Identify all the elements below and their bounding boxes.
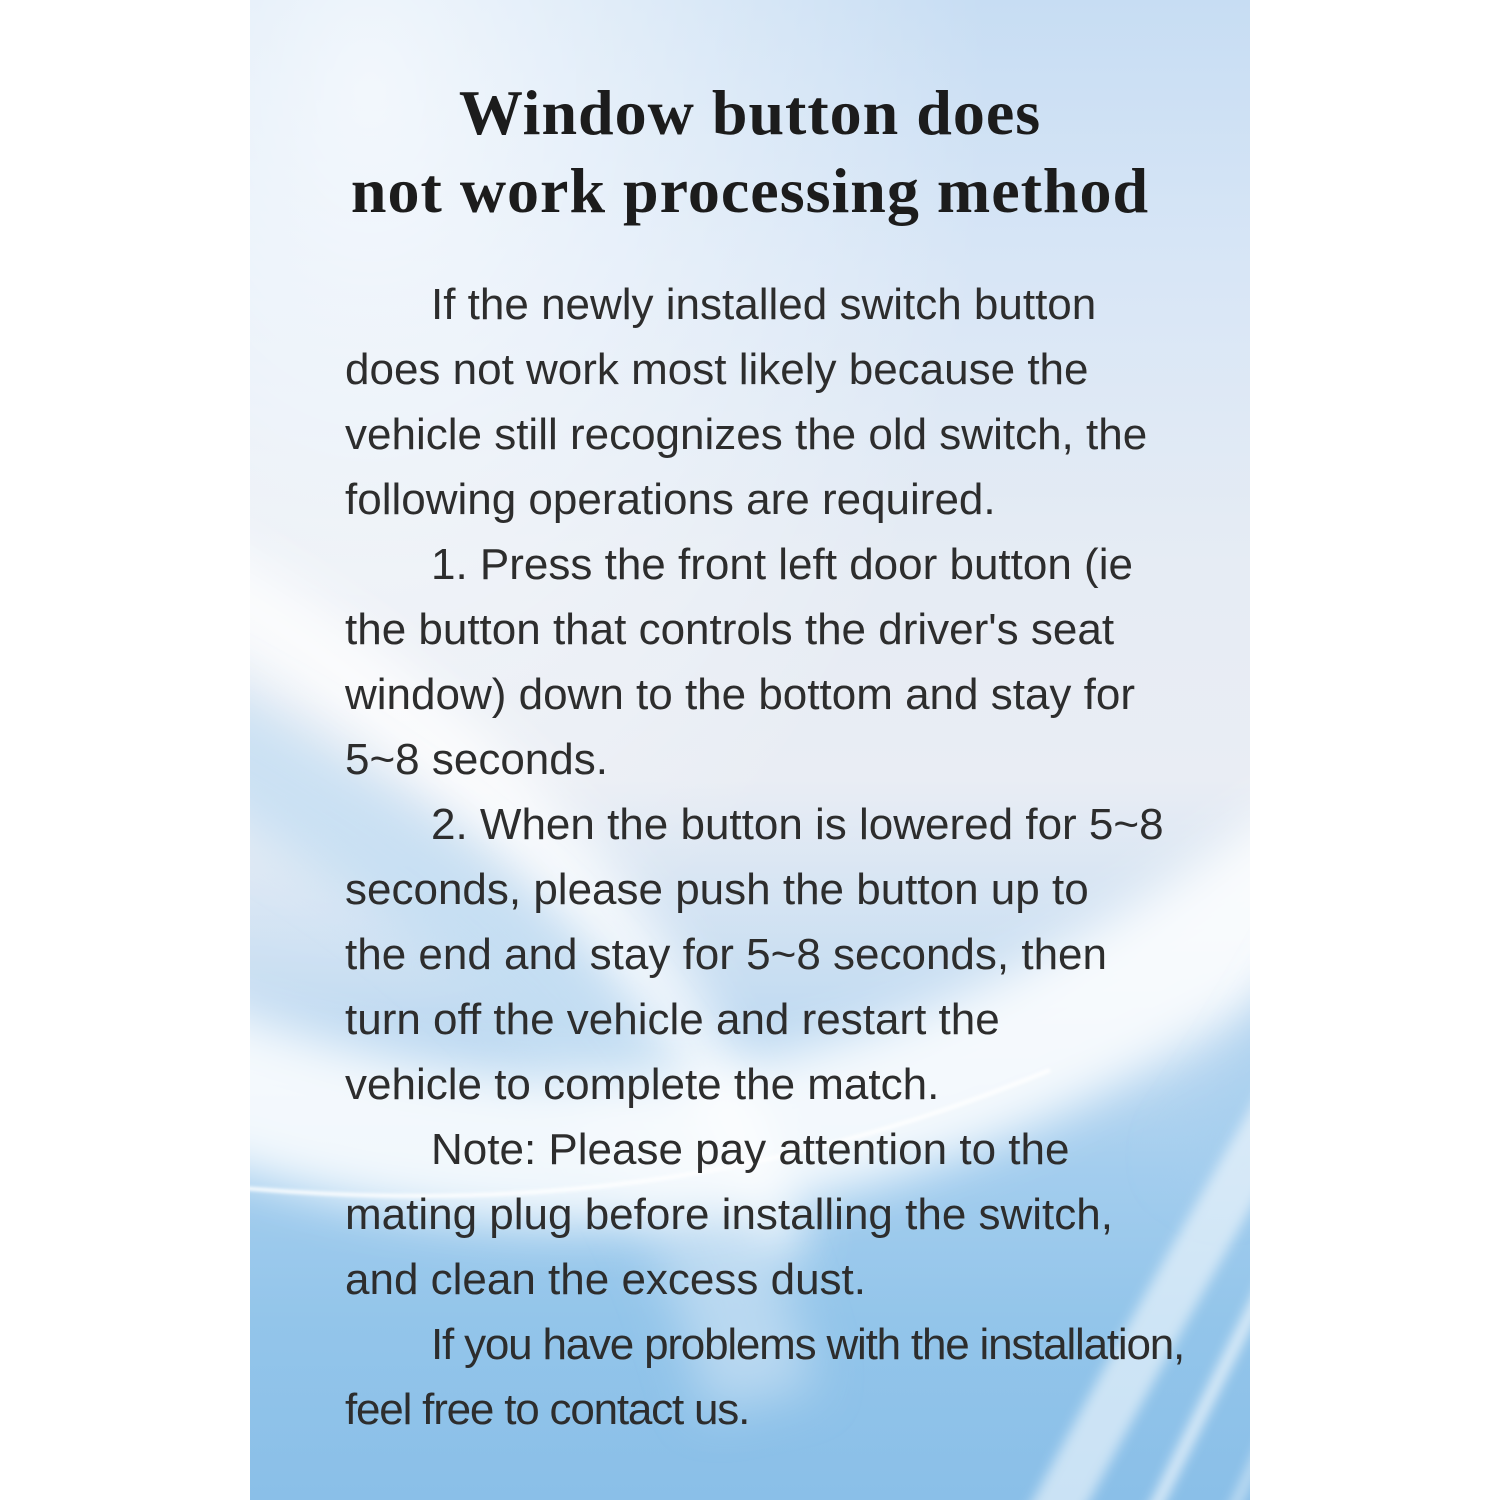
card-content: [250, 0, 1250, 1500]
body-line: vehicle still recognizes the old switch, the: [345, 410, 1148, 459]
body-line: does not work most likely because the: [345, 345, 1089, 394]
title-line: Window button does: [458, 77, 1042, 148]
body-line: window) down to the bottom and stay for: [345, 670, 1135, 719]
body-line: mating plug before installing the switch,: [345, 1190, 1113, 1239]
body-line: 1. Press the front left door button (ie: [431, 540, 1133, 589]
body-line: If the newly installed switch button: [431, 280, 1097, 329]
instruction-text: [345, 272, 1185, 1442]
body-line: seconds, please push the button up to: [345, 865, 1089, 914]
body-line: 5~8 seconds.: [345, 735, 608, 784]
instruction-card: [250, 0, 1250, 1500]
body-line: If you have problems with the installation,: [431, 1320, 1185, 1369]
title-line: not work processing method: [350, 155, 1150, 226]
body-line: vehicle to complete the match.: [345, 1060, 940, 1109]
page-title: [250, 74, 1250, 230]
body-line: turn off the vehicle and restart the: [345, 995, 1000, 1044]
body-line: feel free to contact us.: [345, 1385, 750, 1434]
body-line: the end and stay for 5~8 seconds, then: [345, 930, 1107, 979]
body-line: 2. When the button is lowered for 5~8: [431, 800, 1164, 849]
body-line: and clean the excess dust.: [345, 1255, 866, 1304]
body-line: Note: Please pay attention to the: [431, 1125, 1070, 1174]
body-line: the button that controls the driver's seat: [345, 605, 1115, 654]
body-line: following operations are required.: [345, 475, 996, 524]
